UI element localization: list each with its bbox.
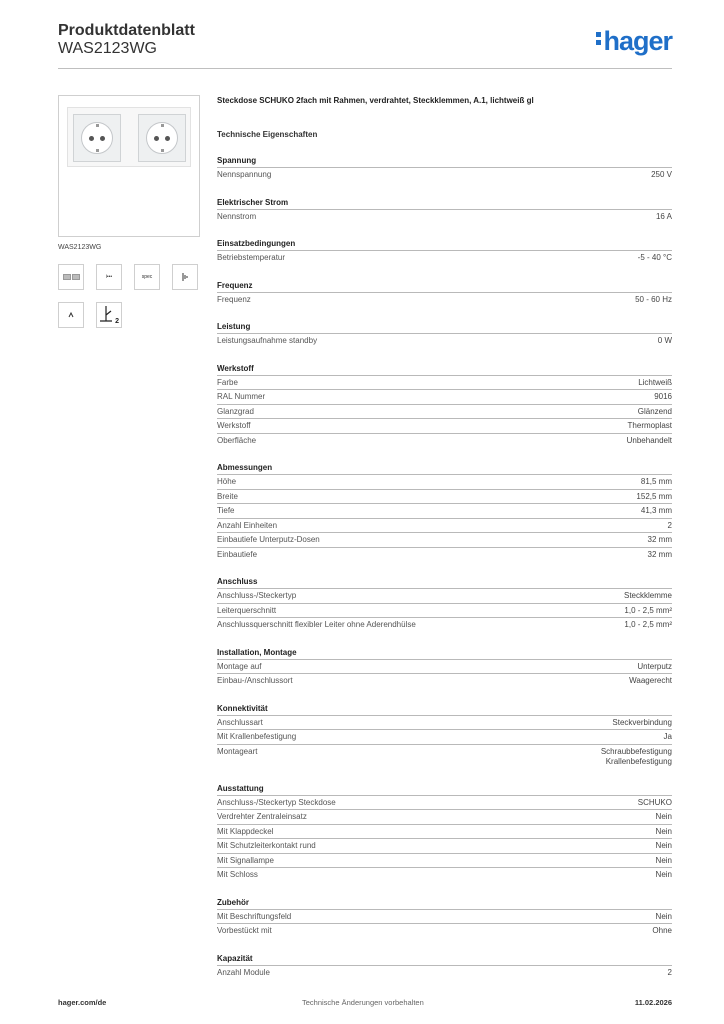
property-value bbox=[641, 477, 672, 487]
property-row bbox=[217, 744, 672, 768]
property-value bbox=[638, 798, 672, 808]
property-value bbox=[624, 620, 672, 630]
property-row bbox=[217, 532, 672, 547]
property-section bbox=[217, 952, 672, 980]
property-label: Einbautiefe bbox=[217, 549, 258, 559]
property-value bbox=[612, 718, 672, 728]
property-section bbox=[217, 646, 672, 688]
section-title: Zubehör bbox=[217, 897, 249, 907]
section-title: Installation, Montage bbox=[217, 647, 297, 657]
property-value bbox=[627, 436, 672, 446]
property-row bbox=[217, 617, 672, 632]
property-value bbox=[624, 606, 672, 616]
property-section bbox=[217, 237, 672, 265]
footer-note: Technische Änderungen vorbehalten bbox=[302, 998, 424, 1007]
property-value-line: Nein bbox=[655, 841, 672, 850]
property-row bbox=[217, 292, 672, 307]
property-row bbox=[217, 474, 672, 489]
property-section bbox=[217, 320, 672, 348]
section-title: Anschluss bbox=[217, 577, 258, 586]
property-label: Anzahl Module bbox=[217, 967, 270, 977]
section-title: Einsatzbedingungen bbox=[217, 239, 296, 248]
property-label: Mit Schutzleiterkontakt rund bbox=[217, 841, 316, 850]
info-label-icon bbox=[96, 264, 122, 290]
property-label: Werkstoff bbox=[217, 421, 251, 430]
property-value bbox=[656, 827, 672, 837]
property-label: Höhe bbox=[217, 477, 237, 486]
header-title: Produktdatenblatt bbox=[58, 22, 195, 39]
spec-label-text: spec bbox=[141, 274, 153, 280]
property-label: Anschluss-/Steckertyp bbox=[217, 591, 297, 600]
property-value-line: Steckklemme bbox=[623, 591, 672, 600]
section-title: Werkstoff bbox=[217, 363, 254, 373]
property-value bbox=[628, 421, 672, 431]
property-row bbox=[217, 209, 672, 224]
property-label: Anschlussquerschnitt flexibler Leiter ohne Aderendhülse bbox=[217, 620, 416, 629]
property-value bbox=[656, 912, 672, 922]
property-value bbox=[629, 676, 672, 686]
property-section bbox=[217, 154, 672, 182]
property-value-line: Steckverbindung bbox=[612, 717, 672, 727]
property-value-line: Krallenbefestigung bbox=[605, 756, 672, 766]
product-caption: WAS2123WG bbox=[58, 244, 102, 251]
property-row bbox=[217, 404, 672, 419]
property-value-line: Thermoplast bbox=[627, 421, 672, 430]
property-row bbox=[217, 547, 672, 562]
property-value bbox=[641, 506, 672, 516]
wiring-symbol-icon bbox=[96, 302, 122, 328]
property-value bbox=[656, 870, 672, 880]
property-label: Einbautiefe Unterputz-Dosen bbox=[217, 535, 320, 544]
property-value bbox=[648, 535, 672, 545]
property-label: Farbe bbox=[217, 377, 238, 387]
property-value-line: 9016 bbox=[654, 392, 672, 401]
property-label: Vorbestückt mit bbox=[217, 926, 272, 935]
property-value-line: Nein bbox=[655, 870, 672, 879]
property-label: Verdrehter Zentraleinsatz bbox=[217, 812, 307, 821]
property-section bbox=[217, 575, 672, 632]
property-value bbox=[601, 747, 672, 767]
property-value-line: 41,3 mm bbox=[640, 506, 672, 515]
hager-logo bbox=[596, 26, 672, 57]
property-label: Montage auf bbox=[217, 661, 262, 671]
ground-symbol-icon bbox=[172, 264, 198, 290]
property-row bbox=[217, 809, 672, 824]
header-subtitle: WAS2123WG bbox=[58, 40, 157, 57]
socket-pair-icon bbox=[58, 264, 84, 290]
header-divider bbox=[58, 68, 672, 69]
product-description: Steckdose SCHUKO 2fach mit Rahmen, verdrahtet, Steckklemmen, A.1, lichtweiß gl bbox=[217, 96, 534, 105]
property-value bbox=[668, 521, 672, 531]
property-value-line: 1,0 - 2,5 mm² bbox=[624, 620, 672, 629]
property-section bbox=[217, 702, 672, 768]
property-value-line: Nein bbox=[655, 855, 672, 865]
property-value-line: 250 V bbox=[651, 170, 672, 179]
property-value bbox=[664, 732, 672, 742]
property-label: Mit Klappdeckel bbox=[217, 826, 274, 836]
property-label: Leistungsaufnahme standby bbox=[217, 336, 318, 345]
property-row bbox=[217, 838, 672, 853]
property-row bbox=[217, 333, 672, 348]
footer-date: 11.02.2026 bbox=[634, 998, 672, 1007]
socket-frame bbox=[67, 107, 191, 167]
property-value-line: 2 bbox=[667, 967, 672, 977]
property-value-line: Nein bbox=[655, 826, 672, 836]
property-row bbox=[217, 867, 672, 882]
property-value-line: 50 - 60 Hz bbox=[635, 294, 672, 304]
property-value-line: Waagerecht bbox=[629, 676, 672, 685]
property-value-line: -5 - 40 °C bbox=[637, 253, 672, 262]
property-value bbox=[635, 295, 672, 305]
spec-label-icon bbox=[134, 264, 160, 290]
property-row bbox=[217, 853, 672, 868]
property-value bbox=[638, 378, 672, 388]
property-value-line: Nein bbox=[655, 812, 672, 821]
property-value-line: 2 bbox=[667, 520, 672, 530]
property-value-line: 81,5 mm bbox=[640, 477, 672, 486]
property-row bbox=[217, 729, 672, 744]
property-value bbox=[638, 253, 672, 263]
property-label: Anzahl Einheiten bbox=[217, 520, 278, 530]
property-value-line: SCHUKO bbox=[637, 797, 672, 807]
property-value bbox=[636, 492, 672, 502]
property-row bbox=[217, 433, 672, 448]
property-value-line: 32 mm bbox=[647, 535, 672, 544]
property-row bbox=[217, 518, 672, 533]
section-title: Elektrischer Strom bbox=[217, 197, 289, 207]
property-label: Oberfläche bbox=[217, 435, 257, 445]
property-row bbox=[217, 503, 672, 518]
socket-icon bbox=[138, 114, 186, 162]
small-mark-icon bbox=[58, 302, 84, 328]
footer-website[interactable]: hager.com/de bbox=[58, 998, 107, 1007]
property-label: Mit Schloss bbox=[217, 870, 258, 879]
property-value bbox=[637, 662, 672, 672]
property-value-line: 152,5 mm bbox=[636, 491, 672, 501]
section-title: Ausstattung bbox=[217, 783, 264, 793]
property-row bbox=[217, 588, 672, 603]
property-value bbox=[652, 926, 672, 936]
property-value bbox=[624, 591, 672, 601]
property-label: Einbau-/Anschlussort bbox=[217, 676, 293, 685]
section-title: Konnektivität bbox=[217, 703, 268, 713]
property-row bbox=[217, 824, 672, 839]
info-label-text: i••• bbox=[105, 274, 113, 280]
property-row bbox=[217, 389, 672, 404]
section-title: Leistung bbox=[217, 322, 251, 331]
property-row bbox=[217, 603, 672, 618]
property-row bbox=[217, 375, 672, 390]
property-value-line: Nein bbox=[655, 911, 672, 921]
property-label: Frequenz bbox=[217, 294, 251, 304]
property-value-line: Ohne bbox=[652, 926, 672, 935]
product-image bbox=[58, 95, 200, 237]
property-row bbox=[217, 965, 672, 980]
property-section bbox=[217, 362, 672, 448]
property-row bbox=[217, 795, 672, 810]
property-row bbox=[217, 659, 672, 674]
property-row bbox=[217, 923, 672, 938]
section-title: Kapazität bbox=[217, 953, 253, 963]
property-label: Nennstrom bbox=[217, 211, 257, 221]
property-row bbox=[217, 715, 672, 730]
section-title: Spannung bbox=[217, 156, 257, 165]
property-row bbox=[217, 673, 672, 688]
logo-dots-icon bbox=[596, 29, 601, 47]
property-row bbox=[217, 418, 672, 433]
property-row bbox=[217, 489, 672, 504]
property-label: Mit Signallampe bbox=[217, 855, 274, 865]
property-row bbox=[217, 909, 672, 924]
property-section bbox=[217, 896, 672, 938]
datasheet-content bbox=[217, 95, 672, 979]
property-value-line: 1,0 - 2,5 mm² bbox=[624, 605, 672, 615]
property-label: Leiterquerschnitt bbox=[217, 605, 277, 615]
property-value bbox=[668, 968, 672, 978]
property-label: RAL Nummer bbox=[217, 392, 266, 401]
property-label: Anschluss-/Steckertyp Steckdose bbox=[217, 797, 336, 807]
property-label: Tiefe bbox=[217, 506, 235, 515]
property-value bbox=[648, 550, 672, 560]
section-title: Abmessungen bbox=[217, 463, 273, 472]
property-label: Montageart bbox=[217, 746, 258, 756]
property-label: Betriebstemperatur bbox=[217, 253, 286, 262]
property-value-line: Unbehandelt bbox=[626, 435, 672, 445]
property-value-line: Glänzend bbox=[637, 406, 672, 416]
property-section bbox=[217, 461, 672, 561]
property-value bbox=[656, 812, 672, 822]
property-value-line: Schraubbefestigung bbox=[600, 746, 672, 756]
property-label: Mit Krallenbefestigung bbox=[217, 732, 297, 741]
section-title: Frequenz bbox=[217, 280, 253, 290]
property-value-line: 32 mm bbox=[647, 549, 672, 559]
property-value bbox=[658, 336, 672, 346]
property-value bbox=[638, 407, 672, 417]
property-value bbox=[656, 856, 672, 866]
wiring-count: 2 bbox=[115, 318, 119, 325]
property-row bbox=[217, 250, 672, 265]
property-section bbox=[217, 196, 672, 224]
property-value-line: Unterputz bbox=[637, 661, 672, 671]
logo-text: hager bbox=[603, 26, 672, 56]
property-label: Mit Beschriftungsfeld bbox=[217, 911, 292, 921]
property-row bbox=[217, 167, 672, 182]
property-value-line: 16 A bbox=[655, 211, 672, 221]
property-label: Anschlussart bbox=[217, 717, 263, 727]
properties-list bbox=[217, 154, 672, 979]
technical-properties-heading: Technische Eigenschaften bbox=[217, 130, 318, 139]
property-section bbox=[217, 782, 672, 882]
property-value-line: 0 W bbox=[657, 336, 672, 345]
property-value-line: Ja bbox=[663, 732, 672, 741]
property-value-line: Lichtweiß bbox=[638, 377, 672, 387]
property-value bbox=[654, 392, 672, 402]
property-label: Glanzgrad bbox=[217, 406, 254, 416]
property-label: Breite bbox=[217, 491, 238, 501]
property-value bbox=[656, 212, 672, 222]
property-value bbox=[651, 170, 672, 180]
property-section bbox=[217, 279, 672, 307]
socket-icon bbox=[73, 114, 121, 162]
property-value bbox=[656, 841, 672, 851]
property-label: Nennspannung bbox=[217, 170, 272, 179]
